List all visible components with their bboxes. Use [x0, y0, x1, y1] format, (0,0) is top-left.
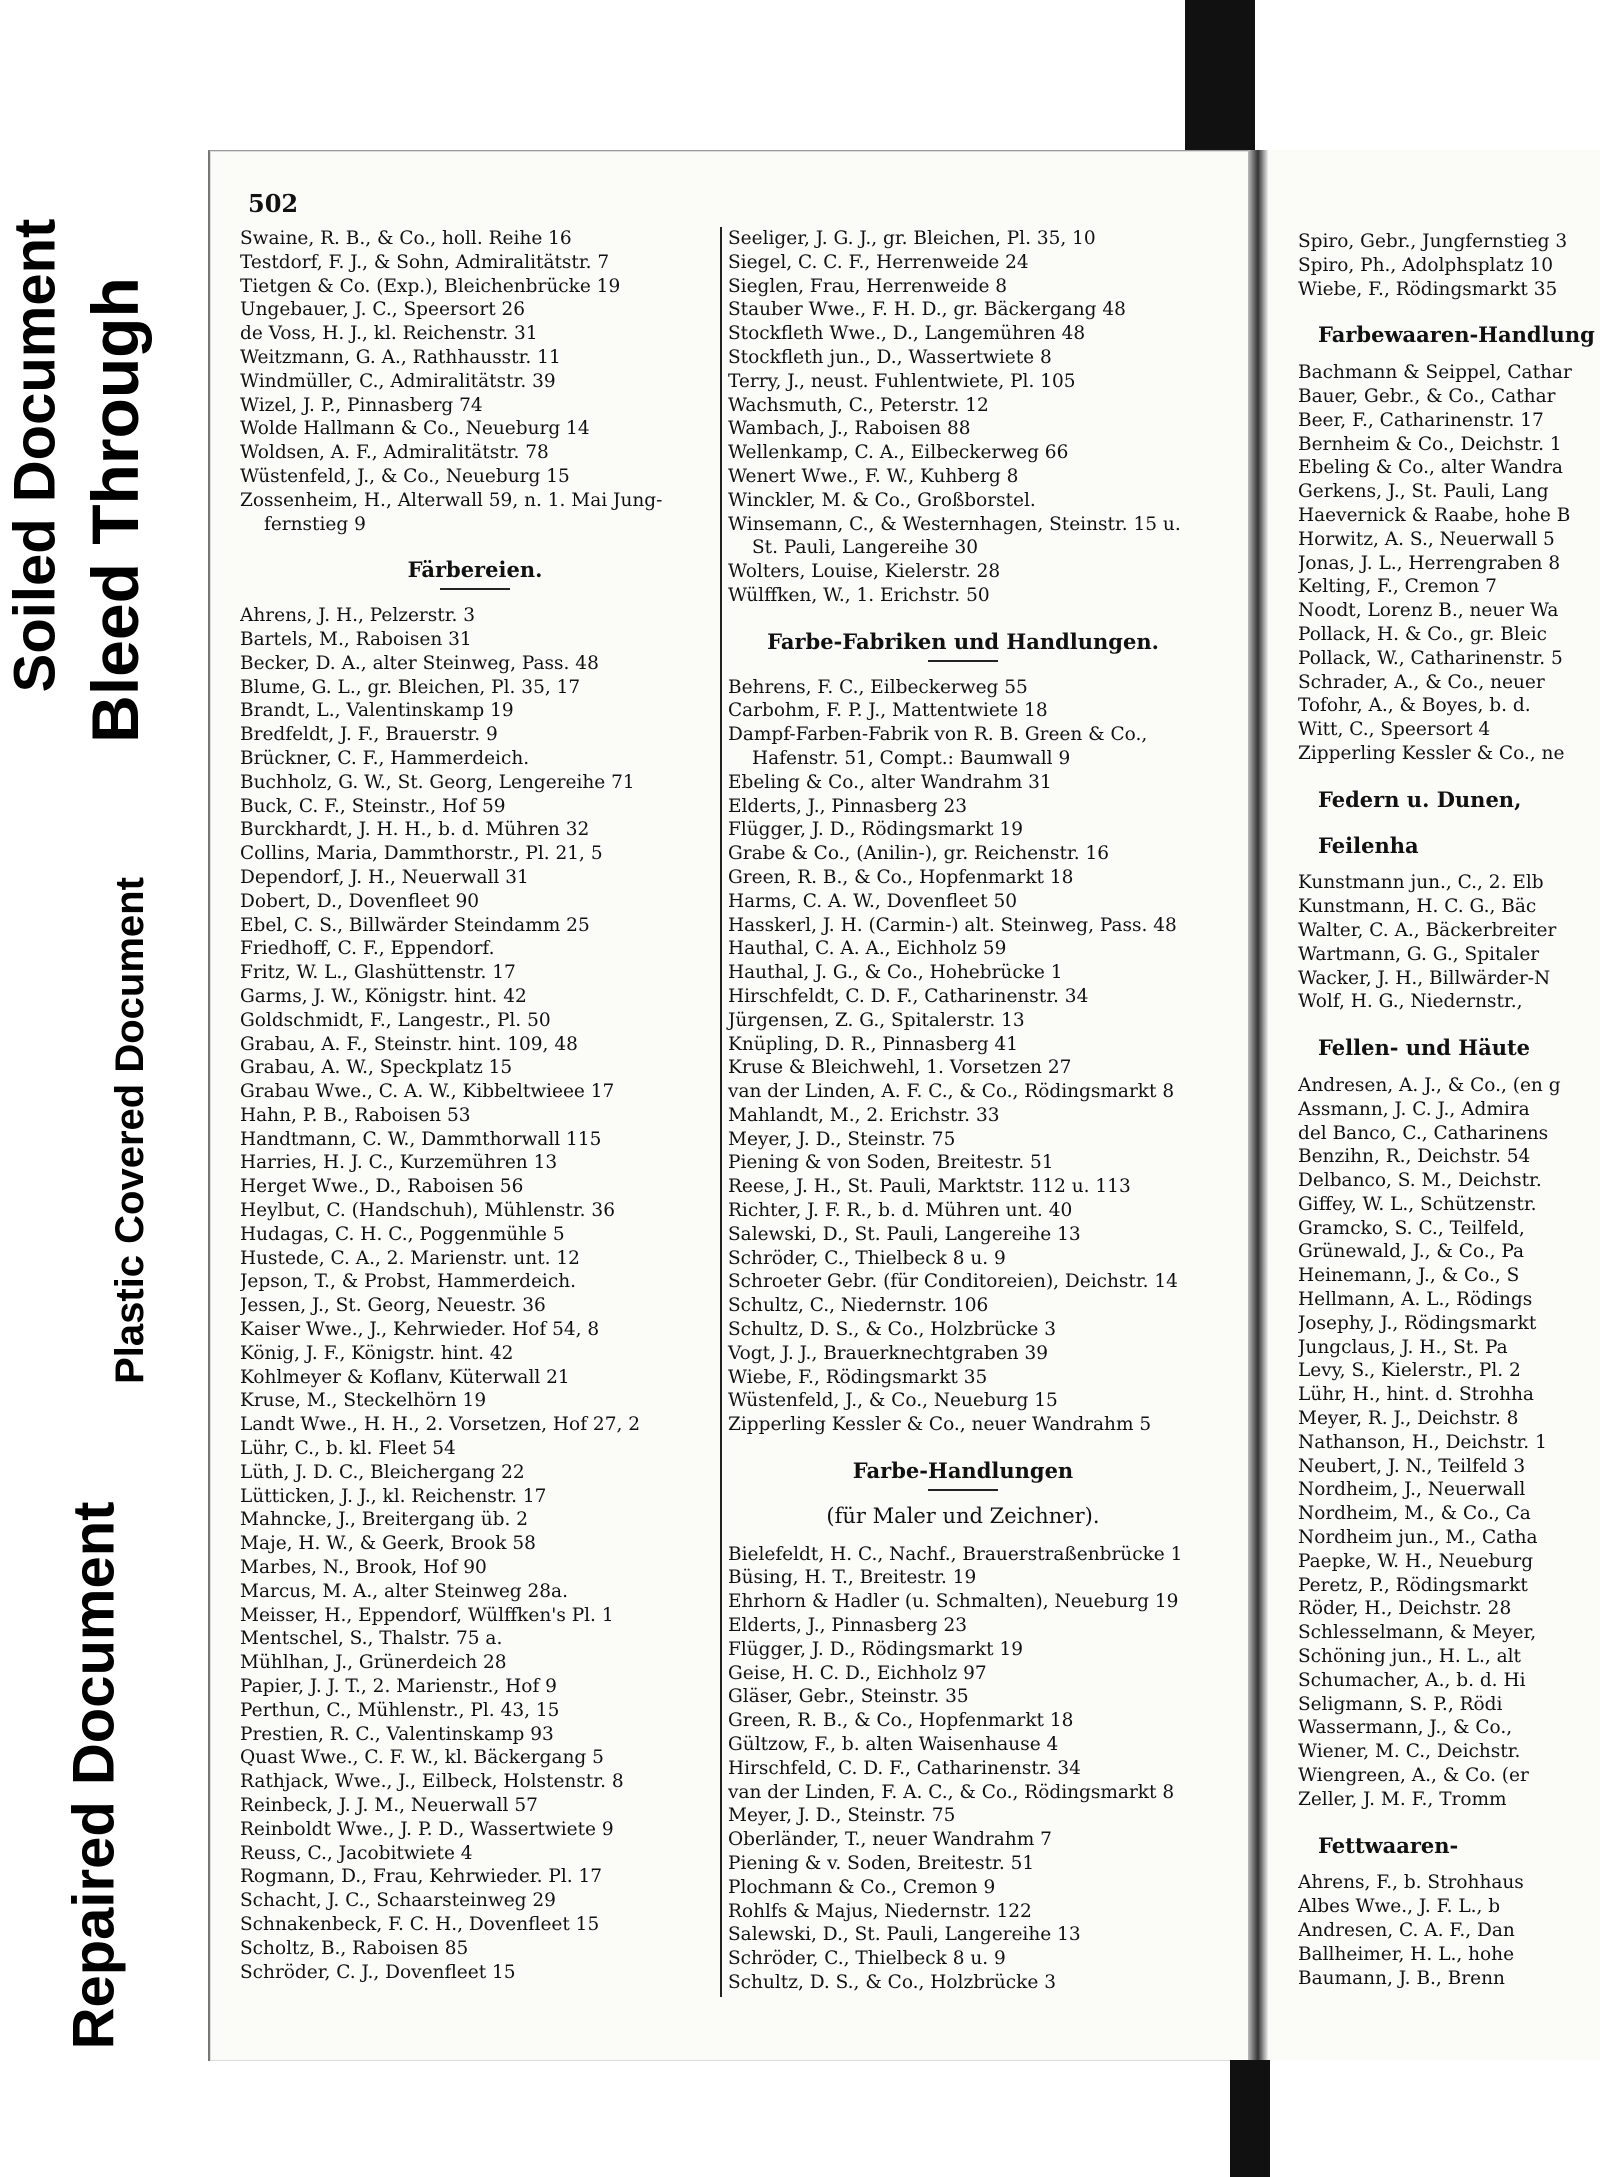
list-item: Windmüller, C., Admiralitätstr. 39 [240, 370, 556, 392]
list-item: Reinbeck, J. J. M., Neuerwall 57 [240, 1795, 538, 1816]
list-item: Grabe & Co., (Anilin-), gr. Reichenstr. 16 [728, 843, 1110, 865]
list-item: Peretz, P., Rödingsmarkt [1298, 1574, 1528, 1596]
list-item: Ebeling & Co., alter Wandra [1298, 457, 1563, 479]
list-item: Stockfleth Wwe., D., Langemühren 48 [728, 323, 1086, 345]
list-item: Behrens, F. C., Eilbeckerweg 55 [728, 676, 1028, 698]
label-soiled-document: Soiled Document [2, 218, 68, 692]
list-item: Carbohm, F. P. J., Mattentwiete 18 [728, 700, 1048, 722]
list-item: Zipperling Kessler & Co., ne [1298, 742, 1565, 764]
list-item: Benzihn, R., Deichstr. 54 [1298, 1146, 1531, 1168]
list-item: Spiro, Gebr., Jungfernstieg 3 [1298, 231, 1568, 252]
section-heading: Farbe-Fabriken und Handlungen. [728, 630, 1198, 662]
list-item: Kunstmann jun., C., 2. Elb [1298, 872, 1544, 894]
list-item: Wiebe, F., Rödingsmarkt 35 [728, 1366, 988, 1388]
list-item: Meyer, J. D., Steinstr. 75 [728, 1128, 956, 1150]
list-item: Green, R. B., & Co., Hopfenmarkt 18 [728, 1710, 1074, 1732]
list-item: Haevernick & Raabe, hohe B [1298, 504, 1571, 526]
list-item: Buchholz, G. W., St. Georg, Lengereihe 71 [240, 771, 635, 793]
binder-clip-top [1185, 0, 1255, 150]
list-item: Meyer, J. D., Steinstr. 75 [728, 1805, 956, 1827]
list-item: Bredfeldt, J. F., Brauerstr. 9 [240, 724, 498, 746]
list-item: Bielefeldt, H. C., Nachf., Brauerstraßenbrücke 1 [728, 1543, 1183, 1565]
list-item: Friedhoff, C. F., Eppendorf. [240, 938, 495, 960]
list-item: Grabau, A. F., Steinstr. hint. 109, 48 [240, 1033, 578, 1055]
list-item: Seligmann, S. P., Rödi [1298, 1693, 1503, 1715]
list-item: Terry, J., neust. Fuhlentwiete, Pl. 105 [728, 370, 1076, 392]
list-item: Wartmann, G. G., Spitaler [1298, 943, 1540, 965]
list-item: Oberländer, T., neuer Wandrahm 7 [728, 1829, 1052, 1851]
list-item: Goldschmidt, F., Langestr., Pl. 50 [240, 1009, 551, 1031]
list-item: Brandt, L., Valentinskamp 19 [240, 700, 514, 722]
list-item: Geise, H. C. D., Eichholz 97 [728, 1662, 987, 1684]
list-item: Vogt, J. J., Brauerknechtgraben 39 [728, 1342, 1049, 1364]
list-item: Dependorf, J. H., Neuerwall 31 [240, 866, 529, 888]
list-item: Jürgensen, Z. G., Spitalerstr. 13 [728, 1009, 1025, 1031]
list-item: Mahncke, J., Breitergang üb. 2 [240, 1509, 529, 1531]
list-item: Wiebe, F., Rödingsmarkt 35 [1298, 278, 1558, 300]
list-item: Harries, H. J. C., Kurzemühren 13 [240, 1152, 558, 1174]
list-item: Delbanco, S. M., Deichstr. [1298, 1170, 1542, 1192]
list-item: Nordheim, J., Neuerwall [1298, 1479, 1526, 1501]
list-item: Marcus, M. A., alter Steinweg 28a. [240, 1580, 568, 1602]
list-item: Lühr, C., b. kl. Fleet 54 [240, 1438, 456, 1460]
list-item: Wolf, H. G., Niedernstr., [1298, 991, 1523, 1013]
list-item: Zeller, J. M. F., Tromm [1298, 1788, 1507, 1810]
list-item: Hudagas, C. H. C., Poggenmühle 5 [240, 1223, 565, 1245]
list-item: Ebeling & Co., alter Wandrahm 31 [728, 771, 1052, 793]
list-item: Zipperling Kessler & Co., neuer Wandrahm 5 [728, 1414, 1152, 1436]
list-item: Hirschfeldt, C. D. F., Catharinenstr. 34 [728, 985, 1089, 1007]
list-item: Jepson, T., & Probst, Hammerdeich. [240, 1271, 576, 1293]
list-item: Piening & v. Soden, Breitestr. 51 [728, 1853, 1035, 1874]
list-item: Ahrens, J. H., Pelzerstr. 3 [240, 605, 476, 627]
list-item: de Voss, H. J., kl. Reichenstr. 31 [240, 323, 538, 345]
list-item: Meisser, H., Eppendorf, Wülffken's Pl. 1 [240, 1604, 614, 1626]
list-item: Dobert, D., Dovenfleet 90 [240, 890, 479, 912]
list-item: Mentschel, S., Thalstr. 75 a. [240, 1628, 503, 1650]
list-item: Becker, D. A., alter Steinweg, Pass. 48 [240, 652, 599, 674]
list-item: Hauthal, C. A. A., Eichholz 59 [728, 938, 1007, 960]
list-item: Lütticken, J. J., kl. Reichenstr. 17 [240, 1485, 547, 1507]
list-item: Landt Wwe., H. H., 2. Vorsetzen, Hof 27, 2 [240, 1414, 640, 1436]
list-item: Lüth, J. D. C., Bleichergang 22 [240, 1461, 525, 1483]
list-item: Jonas, J. L., Herrengraben 8 [1298, 552, 1561, 574]
list-item: Jessen, J., St. Georg, Neuestr. 36 [240, 1295, 546, 1317]
list-item: Schultz, D. S., & Co., Holzbrücke 3 [728, 1971, 1056, 1993]
list-item: Salewski, D., St. Pauli, Langereihe 13 [728, 1223, 1081, 1245]
list-item: Salewski, D., St. Pauli, Langereihe 13 [728, 1924, 1081, 1946]
list-item: Gültzow, F., b. alten Waisenhause 4 [728, 1734, 1059, 1756]
list-item: Blume, G. L., gr. Bleichen, Pl. 35, 17 [240, 676, 581, 698]
list-item: Elderts, J., Pinnasberg 23 [728, 795, 967, 817]
column-1 [240, 227, 710, 1984]
list-item: Wolde Hallmann & Co., Neueburg 14 [240, 418, 590, 440]
list-item: Wassermann, J., & Co., [1298, 1717, 1513, 1739]
list-item: Richter, J. F. R., b. d. Mühren unt. 40 [728, 1200, 1073, 1222]
list-item: Kelting, F., Cremon 7 [1298, 576, 1497, 598]
list-item: Marbes, N., Brook, Hof 90 [240, 1557, 487, 1579]
list-item: Bachmann & Seippel, Cathar [1298, 362, 1572, 384]
list-item: Schrader, A., & Co., neuer [1298, 671, 1545, 693]
list-item: Winsemann, C., & Westernhagen, Steinstr. 15 u. [728, 513, 1181, 535]
list-item: Heinemann, J., & Co., S [1298, 1265, 1520, 1287]
list-item: Gerkens, J., St. Pauli, Lang [1298, 481, 1549, 503]
list-item: Giffey, W. L., Schützenstr. [1298, 1193, 1537, 1215]
list-item: Handtmann, C. W., Dammthorwall 115 [240, 1128, 602, 1150]
list-item: Dampf-Farben-Fabrik von R. B. Green & Co., [728, 724, 1148, 746]
section-heading: Färbereien. [240, 558, 710, 590]
list-item: Grünewald, J., & Co., Pa [1298, 1241, 1525, 1263]
list-item: Wüstenfeld, J., & Co., Neueburg 15 [728, 1390, 1058, 1412]
list-item: Wüstenfeld, J., & Co., Neueburg 15 [240, 465, 570, 487]
list-item: Harms, C. A. W., Dovenfleet 50 [728, 890, 1017, 912]
list-item: Wacker, J. H., Billwärder-N [1298, 967, 1551, 989]
list-item: Baumann, J. B., Brenn [1298, 1967, 1505, 1989]
list-item: Mahlandt, M., 2. Erichstr. 33 [728, 1104, 1000, 1126]
list-item: Ballheimer, H. L., hohe [1298, 1943, 1515, 1965]
list-item: Bauer, Gebr., & Co., Cathar [1298, 385, 1556, 407]
list-item: Rohlfs & Majus, Niedernstr. 122 [728, 1900, 1032, 1922]
column-2 [720, 227, 1198, 1997]
list-item: Hirschfeld, C. D. F., Catharinenstr. 34 [728, 1757, 1081, 1779]
list-item: Spiro, Ph., Adolphsplatz 10 [1298, 254, 1554, 276]
section-heading: Feilenha [1318, 832, 1419, 858]
list-item: Röder, H., Deichstr. 28 [1298, 1598, 1512, 1620]
list-item: Buck, C. F., Steinstr., Hof 59 [240, 795, 506, 817]
list-item: Ahrens, F., b. Strohhaus [1298, 1872, 1524, 1894]
list-item: Flügger, J. D., Rödingsmarkt 19 [728, 1638, 1023, 1660]
list-item: Zossenheim, H., Alterwall 59, n. 1. Mai Jung- [240, 489, 663, 511]
list-item: Reese, J. H., St. Pauli, Marktstr. 112 u. 113 [728, 1176, 1131, 1198]
list-item: Tietgen & Co. (Exp.), Bleichenbrücke 19 [240, 275, 621, 297]
list-item: Scholtz, B., Raboisen 85 [240, 1937, 469, 1959]
list-item: Schultz, D. S., & Co., Holzbrücke 3 [728, 1319, 1056, 1341]
list-item: Piening & von Soden, Breitestr. 51 [728, 1152, 1054, 1174]
list-item: Schnakenbeck, F. C. H., Dovenfleet 15 [240, 1913, 600, 1935]
list-item: Schröder, C., Thielbeck 8 u. 9 [728, 1948, 1006, 1970]
list-item: Paepke, W. H., Neueburg [1298, 1550, 1534, 1572]
list-item: Kunstmann, H. C. G., Bäc [1298, 896, 1537, 918]
section-heading: Fettwaaren- [1318, 1832, 1459, 1858]
list-item: Bernheim & Co., Deichstr. 1 [1298, 433, 1562, 455]
list-item-continuation: St. Pauli, Langereihe 30 [752, 537, 979, 559]
list-item: Horwitz, A. S., Neuerwall 5 [1298, 528, 1555, 550]
list-item: Siegel, C. C. F., Herrenweide 24 [728, 251, 1029, 273]
list-item: Sieglen, Frau, Herrenweide 8 [728, 275, 1008, 297]
page-number: 502 [248, 189, 299, 218]
list-item: Reinboldt Wwe., J. P. D., Wassertwiete 9 [240, 1818, 614, 1840]
list-item: Mühlhan, J., Grünerdeich 28 [240, 1652, 507, 1674]
list-item: Knüpling, D. R., Pinnasberg 41 [728, 1033, 1018, 1055]
list-item: Hauthal, J. G., & Co., Hohebrücke 1 [728, 962, 1063, 984]
list-item: Kaiser Wwe., J., Kehrwieder. Hof 54, 8 [240, 1319, 600, 1341]
list-item: Walter, C. A., Bäckerbreiter [1298, 919, 1557, 941]
list-item: Flügger, J. D., Rödingsmarkt 19 [728, 819, 1023, 841]
list-item: Albes Wwe., J. F. L., b [1298, 1896, 1501, 1918]
list-item: Pollack, H. & Co., gr. Bleic [1298, 623, 1548, 645]
list-item: Green, R. B., & Co., Hopfenmarkt 18 [728, 866, 1074, 888]
binder-clip-bottom [1230, 2060, 1270, 2177]
list-item: Gläser, Gebr., Steinstr. 35 [728, 1686, 969, 1708]
list-item: Reuss, C., Jacobitwiete 4 [240, 1842, 473, 1864]
book-spine [1248, 150, 1268, 2060]
label-plastic-covered-document: Plastic Covered Document [107, 876, 152, 1384]
column-3 [1298, 230, 1600, 1990]
list-item: Witt, C., Speersort 4 [1298, 719, 1491, 741]
list-item: Schroeter Gebr. (für Conditoreien), Deichstr. 14 [728, 1271, 1178, 1293]
list-item: Ebel, C. S., Billwärder Steindamm 25 [240, 914, 590, 936]
list-item: Wiengreen, A., & Co. (er [1298, 1765, 1529, 1787]
list-item-continuation: Hafenstr. 51, Compt.: Baumwall 9 [752, 747, 1071, 769]
list-item: Büsing, H. T., Breitestr. 19 [728, 1567, 977, 1589]
list-item: Quast Wwe., C. F. W., kl. Bäckergang 5 [240, 1747, 604, 1769]
list-item: Elderts, J., Pinnasberg 23 [728, 1615, 967, 1637]
list-item: Seeliger, J. G. J., gr. Bleichen, Pl. 35, 10 [728, 228, 1096, 249]
section-heading: Fellen- und Häute [1318, 1035, 1531, 1061]
list-item: Wolters, Louise, Kielerstr. 28 [728, 561, 1001, 583]
list-item: Wenert Wwe., F. W., Kuhberg 8 [728, 465, 1019, 487]
list-item: Swaine, R. B., & Co., holl. Reihe 16 [240, 228, 572, 249]
list-item: König, J. F., Königstr. hint. 42 [240, 1342, 514, 1364]
list-item: Herget Wwe., D., Raboisen 56 [240, 1176, 524, 1198]
list-item: Gramcko, S. C., Teilfeld, [1298, 1217, 1525, 1239]
list-item: Andresen, A. J., & Co., (en g [1298, 1074, 1561, 1096]
list-item: Hasskerl, J. H. (Carmin-) alt. Steinweg, Pass. 48 [728, 914, 1177, 936]
list-item: Collins, Maria, Dammthorstr., Pl. 21, 5 [240, 843, 603, 865]
section-heading: Farbe-Handlungen [728, 1459, 1198, 1491]
list-item: Andresen, C. A. F., Dan [1298, 1920, 1515, 1941]
list-item: Perthun, C., Mühlenstr., Pl. 43, 15 [240, 1699, 560, 1721]
list-item: Nordheim jun., M., Catha [1298, 1527, 1538, 1549]
list-item: Lühr, H., hint. d. Strohha [1298, 1384, 1534, 1406]
list-item: Schumacher, A., b. d. Hi [1298, 1669, 1526, 1691]
list-item: del Banco, C., Catharinens [1298, 1122, 1549, 1144]
section-heading: Farbewaaren-Handlung [1318, 322, 1595, 348]
list-item: Schröder, C. J., Dovenfleet 15 [240, 1961, 516, 1983]
list-item: Rathjack, Wwe., J., Eilbeck, Holstenstr. 8 [240, 1771, 624, 1793]
list-item: Bartels, M., Raboisen 31 [240, 628, 472, 650]
list-item-continuation: fernstieg 9 [264, 513, 366, 535]
list-item: Plochmann & Co., Cremon 9 [728, 1876, 996, 1898]
label-repaired-document: Repaired Document [61, 1501, 127, 2049]
list-item: Grabau Wwe., C. A. W., Kibbeltwieee 17 [240, 1081, 615, 1103]
list-item: Rogmann, D., Frau, Kehrwieder. Pl. 17 [240, 1866, 603, 1888]
list-item: Weitzmann, G. A., Rathhausstr. 11 [240, 346, 561, 368]
list-item: Kruse, M., Steckelhörn 19 [240, 1390, 487, 1412]
list-item: Nordheim, M., & Co., Ca [1298, 1503, 1531, 1525]
list-item: Fritz, W. L., Glashüttenstr. 17 [240, 962, 516, 984]
left-page [208, 150, 1250, 2061]
list-item: Grabau, A. W., Speckplatz 15 [240, 1057, 513, 1079]
list-item: Josephy, J., Rödingsmarkt [1298, 1312, 1537, 1334]
list-item: Burckhardt, J. H. H., b. d. Mühren 32 [240, 819, 590, 841]
list-item: Beer, F., Catharinenstr. 17 [1298, 409, 1544, 431]
list-item: Stockfleth jun., D., Wassertwiete 8 [728, 346, 1052, 368]
list-item: Schöning jun., H. L., alt [1298, 1646, 1521, 1668]
list-item: Ungebauer, J. C., Speersort 26 [240, 299, 526, 321]
list-item: Brückner, C. F., Hammerdeich. [240, 747, 530, 769]
list-item: Prestien, R. C., Valentinskamp 93 [240, 1723, 554, 1745]
list-item: Noodt, Lorenz B., neuer Wa [1298, 600, 1559, 622]
list-item: Tofohr, A., & Boyes, b. d. [1298, 695, 1531, 717]
list-item: Levy, S., Kielerstr., Pl. 2 [1298, 1360, 1521, 1382]
list-item: Papier, J. J. T., 2. Marienstr., Hof 9 [240, 1676, 557, 1698]
list-item: Pollack, W., Catharinenstr. 5 [1298, 647, 1563, 669]
list-item: Heylbut, C. (Handschuh), Mühlenstr. 36 [240, 1200, 615, 1222]
list-item: Ehrhorn & Hadler (u. Schmalten), Neueburg 19 [728, 1591, 1179, 1613]
section-heading: Federn u. Dunen, [1318, 786, 1522, 812]
list-item: Nathanson, H., Deichstr. 1 [1298, 1431, 1547, 1453]
list-item: Woldsen, A. F., Admiralitätstr. 78 [240, 442, 549, 464]
list-item: van der Linden, A. F. C., & Co., Rödingsmarkt 8 [728, 1081, 1175, 1103]
list-item: Wambach, J., Raboisen 88 [728, 418, 971, 440]
list-item: Schacht, J. C., Schaarsteinweg 29 [240, 1890, 556, 1912]
label-bleed-through: Bleed Through [78, 277, 152, 743]
list-item: Wellenkamp, C. A., Eilbeckerweg 66 [728, 442, 1069, 464]
section-subheading: (für Maler und Zeichner). [826, 1503, 1100, 1528]
list-item: Wiener, M. C., Deichstr. [1298, 1741, 1521, 1763]
list-item: Neubert, J. N., Teilfeld 3 [1298, 1455, 1526, 1477]
list-item: Wizel, J. P., Pinnasberg 74 [240, 394, 483, 416]
list-item: Hustede, C. A., 2. Marienstr. unt. 12 [240, 1247, 580, 1269]
list-item: Garms, J. W., Königstr. hint. 42 [240, 985, 527, 1007]
list-item: Meyer, R. J., Deichstr. 8 [1298, 1408, 1519, 1430]
list-item: Schröder, C., Thielbeck 8 u. 9 [728, 1247, 1006, 1269]
list-item: Winckler, M. & Co., Großborstel. [728, 489, 1036, 511]
list-item: Testdorf, F. J., & Sohn, Admiralitätstr. 7 [240, 251, 610, 273]
list-item: Hahn, P. B., Raboisen 53 [240, 1104, 471, 1126]
list-item: Wülffken, W., 1. Erichstr. 50 [728, 584, 990, 606]
list-item: Hellmann, A. L., Rödings [1298, 1289, 1533, 1311]
list-item: Jungclaus, J. H., St. Pa [1298, 1336, 1508, 1358]
list-item: Assmann, J. C. J., Admira [1298, 1098, 1530, 1120]
list-item: Maje, H. W., & Geerk, Brook 58 [240, 1533, 536, 1555]
list-item: van der Linden, F. A. C., & Co., Rödingsmarkt 8 [728, 1781, 1175, 1803]
list-item: Stauber Wwe., F. H. D., gr. Bäckergang 48 [728, 299, 1126, 321]
list-item: Schlesselmann, & Meyer, [1298, 1622, 1537, 1644]
list-item: Wachsmuth, C., Peterstr. 12 [728, 394, 989, 416]
list-item: Kruse & Bleichwehl, 1. Vorsetzen 27 [728, 1057, 1072, 1079]
list-item: Schultz, C., Niedernstr. 106 [728, 1295, 989, 1317]
list-item: Kohlmeyer & Koflanv, Küterwall 21 [240, 1366, 570, 1388]
right-page [1268, 150, 1600, 2060]
